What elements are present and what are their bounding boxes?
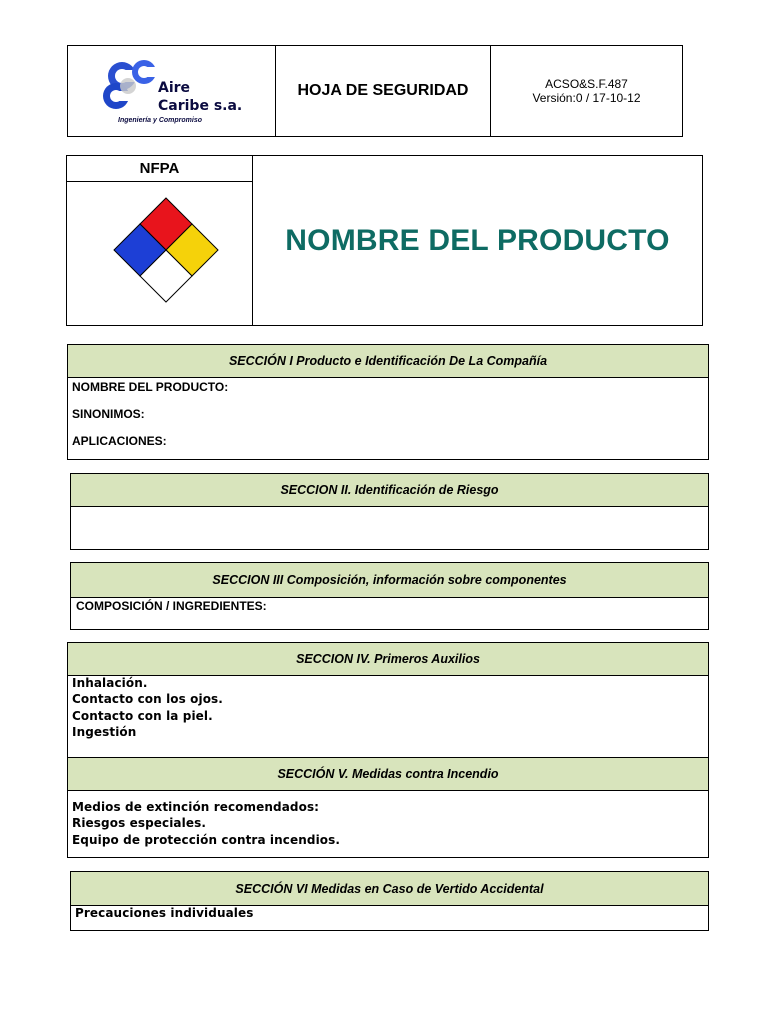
field-product-name: NOMBRE DEL PRODUCTO: <box>72 380 229 394</box>
nfpa-block <box>66 155 703 326</box>
document-code-cell <box>491 46 682 136</box>
logo-line1: Aire <box>158 80 191 96</box>
document-header <box>67 45 683 137</box>
company-logo-icon <box>100 56 160 116</box>
section-4-5 <box>67 642 709 858</box>
field-individual-precautions: Precauciones individuales <box>75 906 254 920</box>
section-6-title: SECCIÓN VI Medidas en Caso de Vertido Accidental <box>71 872 708 906</box>
field-composition: COMPOSICIÓN / INGREDIENTES: <box>76 599 267 613</box>
nfpa-cell <box>67 156 253 325</box>
field-skin-contact: Contacto con la piel. <box>72 709 213 723</box>
logo-line2: Caribe s.a. <box>158 98 243 114</box>
document-code: ACSO&S.F.487 <box>545 77 628 91</box>
field-eye-contact: Contacto con los ojos. <box>72 692 223 706</box>
section-6 <box>70 871 709 931</box>
section-3 <box>70 562 709 630</box>
section-3-title: SECCION III Composición, información sobre componentes <box>71 563 708 598</box>
section-4-title: SECCION IV. Primeros Auxilios <box>68 643 708 676</box>
field-applications: APLICACIONES: <box>72 434 167 448</box>
product-name-title: NOMBRE DEL PRODUCTO <box>285 223 670 257</box>
document-title: HOJA DE SEGURIDAD <box>276 46 491 136</box>
field-fire-protection-equipment: Equipo de protección contra incendios. <box>72 833 341 847</box>
field-extinguishing-media: Medios de extinción recomendados: <box>72 800 320 814</box>
section-2-title: SECCION II. Identificación de Riesgo <box>71 474 708 507</box>
logo-cell <box>68 46 276 136</box>
logo-tagline: Ingeniería y Compromiso <box>118 117 203 124</box>
section-1-title: SECCIÓN I Producto e Identificación De La Compañía <box>68 345 708 378</box>
section-2 <box>70 473 709 550</box>
section-5-title: SECCIÓN V. Medidas contra Incendio <box>68 757 708 791</box>
nfpa-diamond-icon <box>111 196 221 308</box>
field-special-risks: Riesgos especiales. <box>72 816 206 830</box>
field-ingestion: Ingestión <box>72 725 137 739</box>
section-1 <box>67 344 709 460</box>
nfpa-label: NFPA <box>67 156 252 182</box>
document-version: Versión:0 / 17-10-12 <box>532 91 641 105</box>
field-synonyms: SINONIMOS: <box>72 407 145 421</box>
field-inhalation: Inhalación. <box>72 676 148 690</box>
